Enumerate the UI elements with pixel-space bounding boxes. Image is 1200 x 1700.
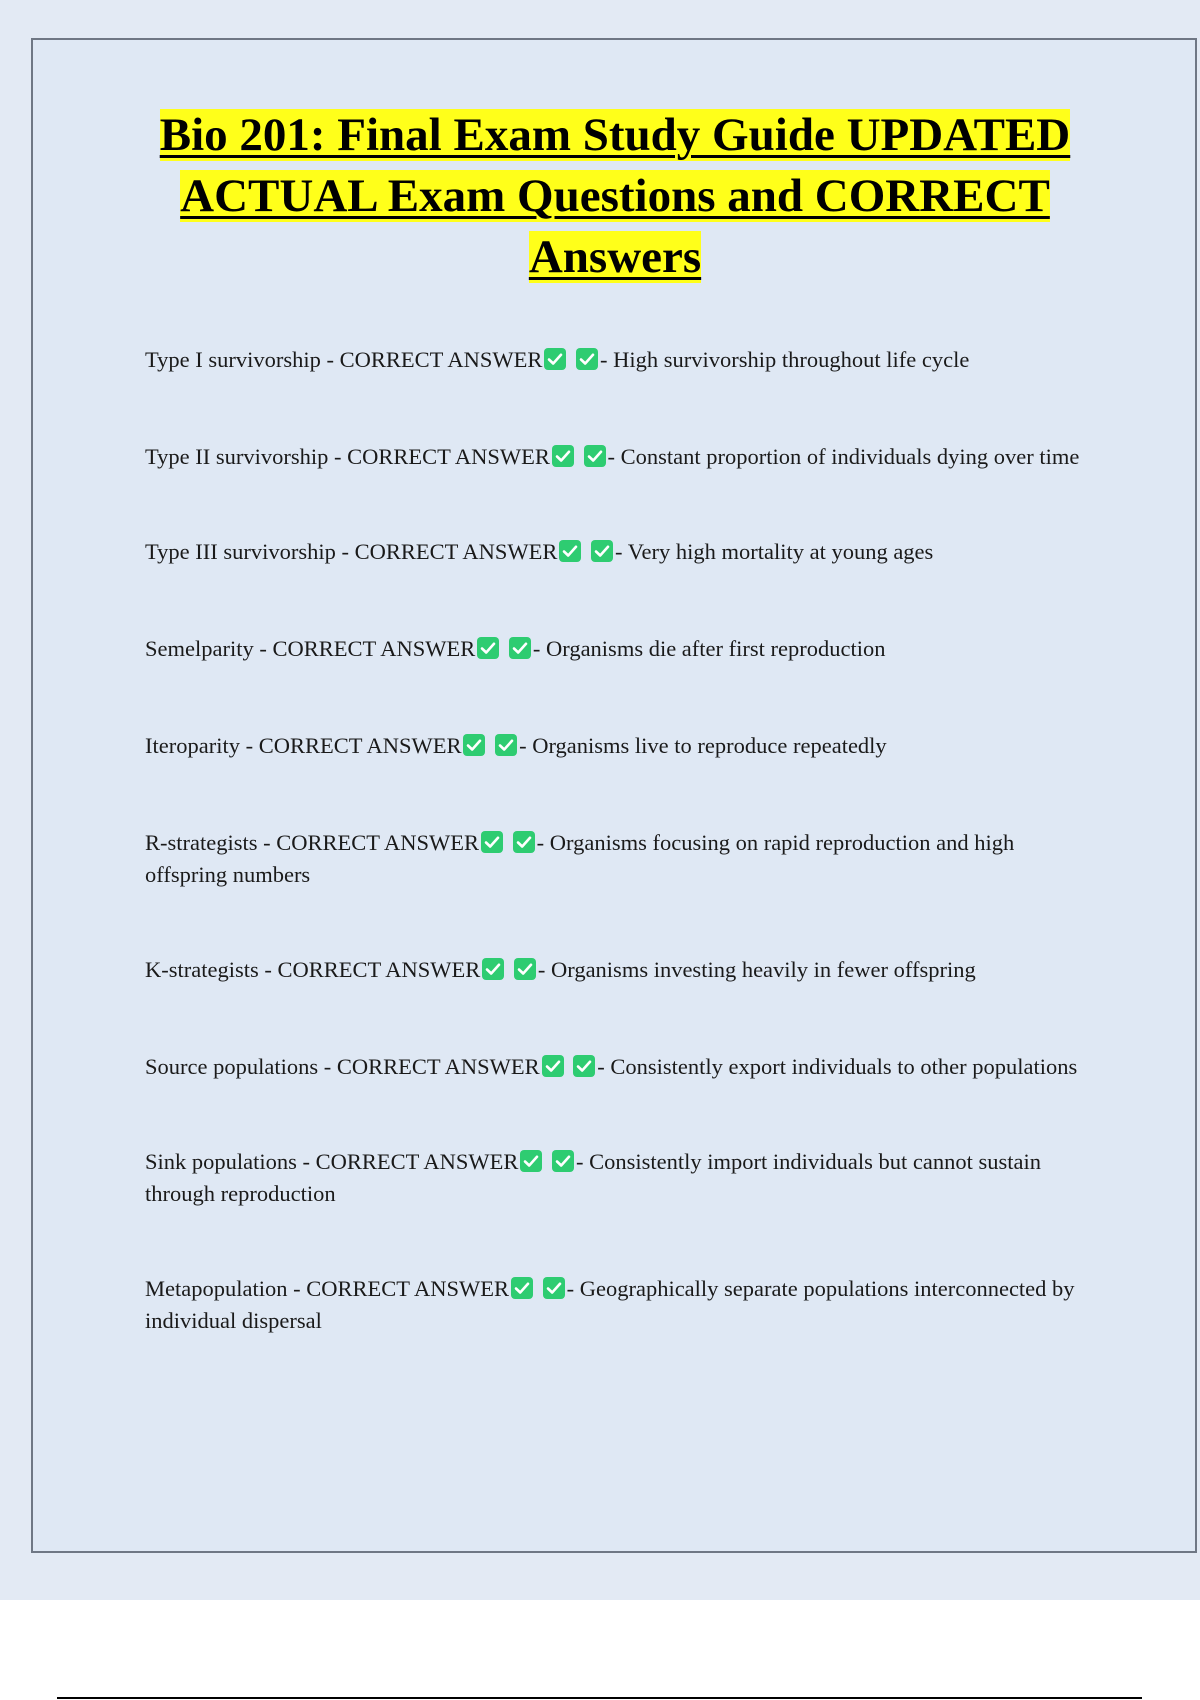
correct-answer-label: CORRECT ANSWER <box>277 957 481 982</box>
answer-text: Organisms die after first reproduction <box>545 636 886 661</box>
list-item: K-strategists - CORRECT ANSWER - Organisms investing heavily in fewer offspring <box>145 957 976 982</box>
correct-answer-label: CORRECT ANSWER <box>306 1276 509 1301</box>
green-check-box-icon <box>513 831 535 853</box>
green-check-box-icon <box>520 1150 542 1172</box>
correct-answer-label: CORRECT ANSWER <box>258 733 462 758</box>
answer-text: High survivorship throughout life cycle <box>613 347 970 372</box>
green-check-box-icon <box>576 348 598 370</box>
green-check-box-icon <box>591 540 613 562</box>
term-text: Type I survivorship <box>145 347 321 372</box>
list-item: Type I survivorship - CORRECT ANSWER - High survivorship throughout life cycle <box>145 347 970 372</box>
green-check-box-icon <box>481 831 503 853</box>
green-check-box-icon <box>463 734 485 756</box>
green-check-box-icon <box>573 1055 595 1077</box>
correct-answer-label: CORRECT ANSWER <box>276 830 479 855</box>
term-text: Source populations <box>145 1054 319 1079</box>
answer-text: Consistently import individuals but cannot sustain through reproduction <box>145 1149 1041 1206</box>
green-check-box-icon <box>482 958 504 980</box>
green-check-box-icon <box>511 1277 533 1299</box>
page-footer-rule <box>57 1697 1142 1699</box>
flashcard-list <box>145 344 1095 1400</box>
answer-text: Organisms investing heavily in fewer offspring <box>550 957 976 982</box>
correct-answer-label: CORRECT ANSWER <box>315 1149 519 1174</box>
green-check-box-icon <box>542 1055 564 1077</box>
green-check-box-icon <box>543 1277 565 1299</box>
green-check-box-icon <box>477 637 499 659</box>
list-item: Type III survivorship - CORRECT ANSWER - Very high mortality at young ages <box>145 539 934 564</box>
list-item: Sink populations - CORRECT ANSWER - Consistently import individuals but cannot sustain through reproduction <box>145 1149 1041 1206</box>
list-item: Semelparity - CORRECT ANSWER - Organisms die after first reproduction <box>145 636 886 661</box>
correct-answer-label: CORRECT ANSWER <box>354 539 558 564</box>
answer-text: Constant proportion of individuals dying over time <box>620 444 1080 469</box>
list-item: Type II survivorship - CORRECT ANSWER - Constant proportion of individuals dying over time <box>145 444 1080 469</box>
correct-answer-label: CORRECT ANSWER <box>339 347 543 372</box>
term-text: Sink populations <box>145 1149 297 1174</box>
green-check-box-icon <box>552 445 574 467</box>
term-text: Semelparity <box>145 636 254 661</box>
green-check-box-icon <box>559 540 581 562</box>
document-title <box>100 105 1130 288</box>
answer-text: Organisms focusing on rapid reproduction and high offspring numbers <box>145 830 1015 887</box>
term-text: Iteroparity <box>145 733 240 758</box>
green-check-box-icon <box>552 1150 574 1172</box>
answer-text: Consistently export individuals to other populations <box>610 1054 1078 1079</box>
green-check-box-icon <box>495 734 517 756</box>
term-text: R-strategists <box>145 830 258 855</box>
correct-answer-label: CORRECT ANSWER <box>336 1054 540 1079</box>
correct-answer-label: CORRECT ANSWER <box>272 636 476 661</box>
green-check-box-icon <box>509 637 531 659</box>
term-text: Metapopulation <box>145 1276 288 1301</box>
term-text: K-strategists <box>145 957 259 982</box>
list-item: R-strategists - CORRECT ANSWER - Organisms focusing on rapid reproduction and high offspring numbers <box>145 830 1015 887</box>
term-text: Type III survivorship <box>145 539 336 564</box>
term-text: Type II survivorship <box>145 444 329 469</box>
answer-text: Geographically separate populations interconnected by individual dispersal <box>145 1276 1075 1333</box>
list-item: Iteroparity - CORRECT ANSWER - Organisms live to reproduce repeatedly <box>145 733 887 758</box>
list-item: Metapopulation - CORRECT ANSWER - Geographically separate populations interconnected by individual dispersal <box>145 1276 1075 1333</box>
answer-text: Organisms live to reproduce repeatedly <box>532 733 887 758</box>
green-check-box-icon <box>544 348 566 370</box>
green-check-box-icon <box>584 445 606 467</box>
answer-text: Very high mortality at young ages <box>627 539 934 564</box>
green-check-box-icon <box>514 958 536 980</box>
list-item: Source populations - CORRECT ANSWER - Consistently export individuals to other populations <box>145 1054 1078 1079</box>
correct-answer-label: CORRECT ANSWER <box>347 444 550 469</box>
document-title-text: Bio 201: Final Exam Study Guide UPDATED ACTUAL Exam Questions and CORRECT Answers <box>159 109 1071 283</box>
